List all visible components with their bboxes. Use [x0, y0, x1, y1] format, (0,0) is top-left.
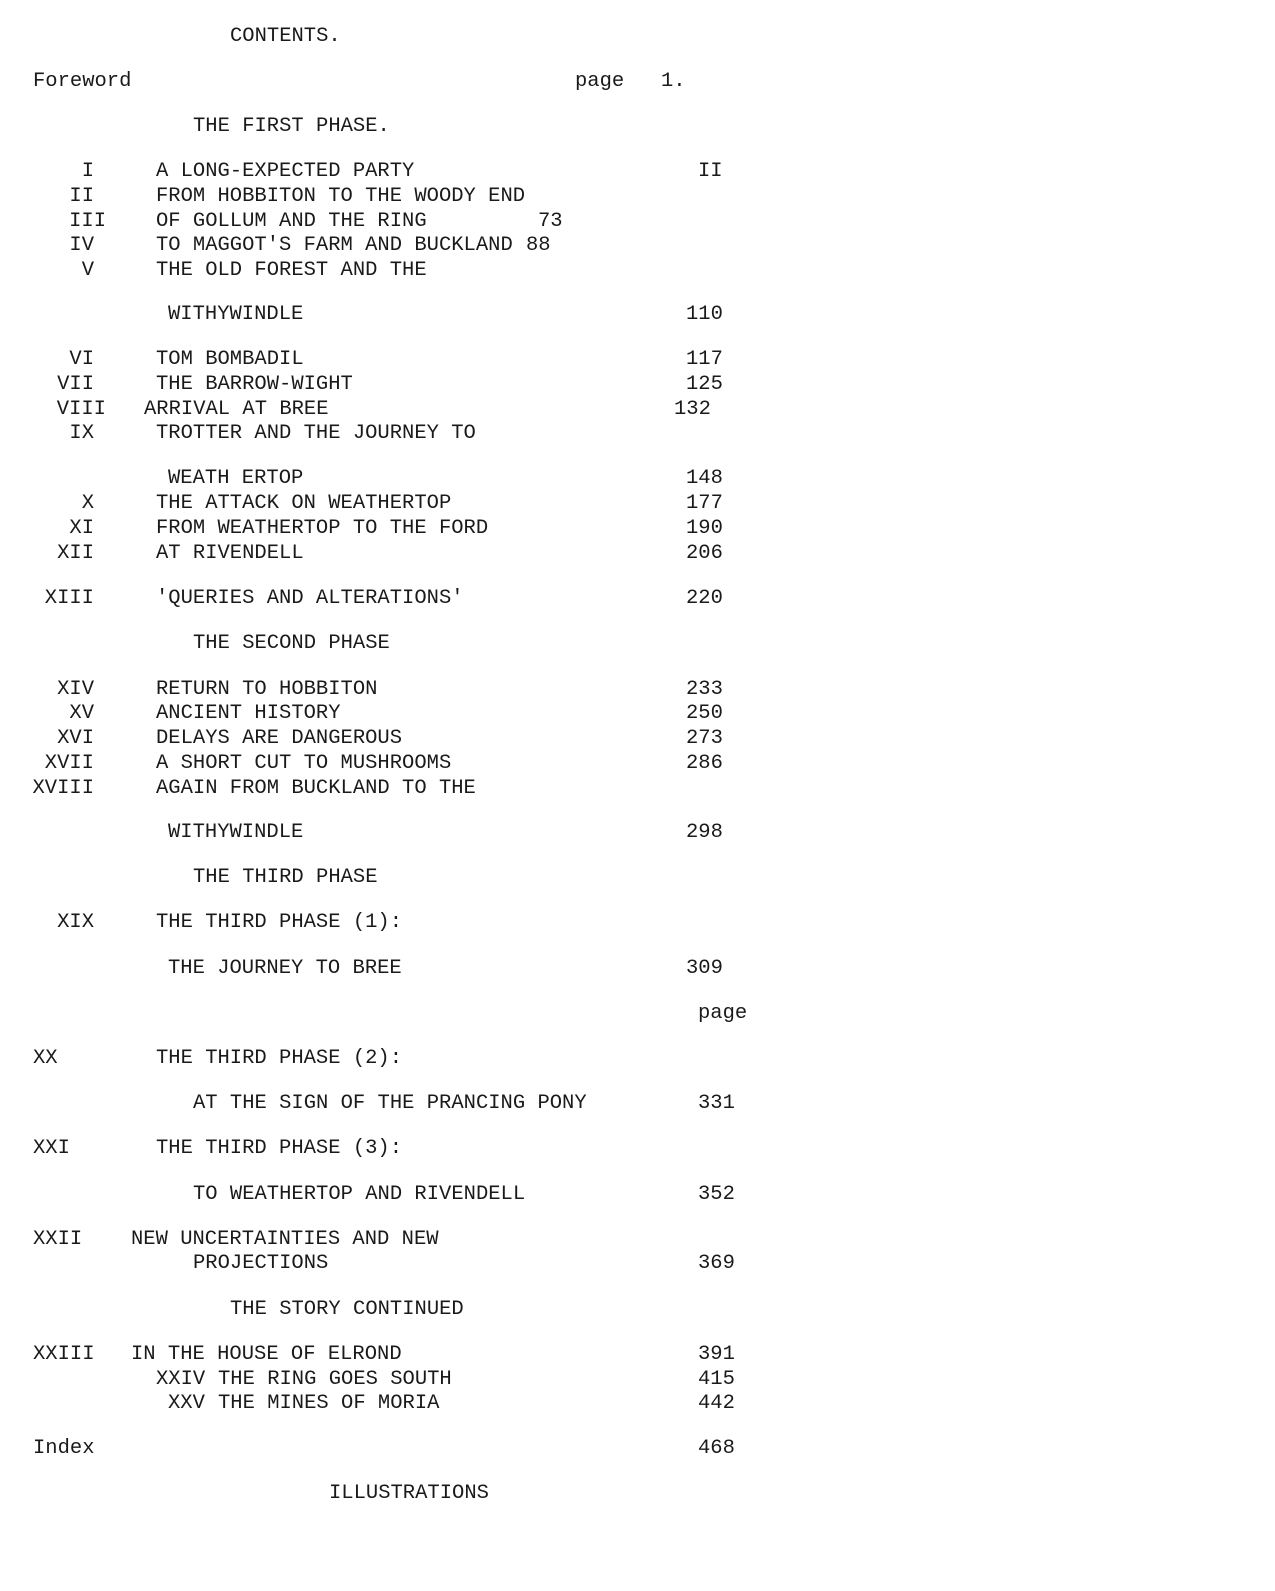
foreword-label: Foreword [33, 70, 132, 93]
chapter-title-continued: AT THE SIGN OF THE PRANCING PONY [193, 1092, 587, 1115]
chapter-title: NEW UNCERTAINTIES AND NEW [131, 1228, 439, 1251]
index-label: Index [33, 1437, 95, 1460]
chapter-page: 331 [698, 1092, 735, 1115]
index-page: 468 [698, 1437, 735, 1460]
chapter-page: 117 [686, 348, 723, 371]
chapter-title-continued: WITHYWINDLE [168, 303, 304, 326]
chapter-title: THE RING GOES SOUTH [218, 1368, 452, 1391]
chapter-page: 190 [686, 517, 723, 540]
chapter-title: THE THIRD PHASE (3): [156, 1137, 403, 1160]
chapter-title-continued: THE JOURNEY TO BREE [168, 957, 402, 980]
foreword-page-number: 1. [661, 70, 686, 93]
page-column-header: page [698, 1002, 748, 1025]
chapter-page: 220 [686, 587, 723, 610]
chapter-page: 125 [686, 373, 723, 396]
chapter-title: THE THIRD PHASE (1): [156, 911, 403, 934]
foreword-page-word: page [575, 70, 625, 93]
chapter-page: 391 [698, 1343, 735, 1366]
chapter-page: 415 [698, 1368, 735, 1391]
section-heading-first-phase: THE FIRST PHASE. [193, 115, 390, 138]
chapter-title: FROM WEATHERTOP TO THE FORD [156, 517, 489, 540]
chapter-title: AGAIN FROM BUCKLAND TO THE [156, 777, 476, 800]
chapter-page: 286 [686, 752, 723, 775]
chapter-title: AT RIVENDELL [156, 542, 304, 565]
chapter-page: 298 [686, 821, 723, 844]
chapter-number: XIX [57, 911, 94, 934]
chapter-page: 88 [526, 234, 551, 257]
chapter-page: 148 [686, 467, 723, 490]
chapter-page: 177 [686, 492, 723, 515]
chapter-number: XVII [44, 752, 94, 775]
chapter-title-continued: WEATH ERTOP [168, 467, 304, 490]
chapter-title: FROM HOBBITON TO THE WOODY END [156, 185, 526, 208]
chapter-title: A LONG-EXPECTED PARTY [156, 160, 415, 183]
chapter-number: II [69, 185, 94, 208]
chapter-number: XXIV [156, 1368, 206, 1391]
chapter-title: A SHORT CUT TO MUSHROOMS [156, 752, 452, 775]
chapter-page: 273 [686, 727, 723, 750]
chapter-page: 442 [698, 1392, 735, 1415]
chapter-number: I [81, 160, 94, 183]
section-heading-story-continued: THE STORY CONTINUED [230, 1298, 464, 1321]
chapter-number: XXII [33, 1228, 83, 1251]
chapter-page: 309 [686, 957, 723, 980]
chapter-title: DELAYS ARE DANGEROUS [156, 727, 403, 750]
chapter-page: 73 [538, 210, 563, 233]
chapter-number: X [81, 492, 94, 515]
section-heading-illustrations: ILLUSTRATIONS [329, 1482, 489, 1505]
chapter-title: ARRIVAL AT BREE [144, 398, 329, 421]
chapter-number: IV [69, 234, 94, 257]
section-heading-second-phase: THE SECOND PHASE [193, 632, 390, 655]
chapter-number: XIII [44, 587, 94, 610]
chapter-page: 352 [698, 1183, 735, 1206]
chapter-title-continued: WITHYWINDLE [168, 821, 304, 844]
chapter-title: THE MINES OF MORIA [218, 1392, 440, 1415]
chapter-title: THE OLD FOREST AND THE [156, 259, 427, 282]
chapter-page: 132 [674, 398, 711, 421]
chapter-page: 206 [686, 542, 723, 565]
page-title: CONTENTS. [230, 25, 341, 48]
chapter-page: 110 [686, 303, 723, 326]
chapter-number: VIII [56, 398, 106, 421]
chapter-number: XI [69, 517, 94, 540]
section-heading-third-phase: THE THIRD PHASE [193, 866, 378, 889]
chapter-title: 'QUERIES AND ALTERATIONS' [156, 587, 464, 610]
chapter-number: XVIII [32, 777, 94, 800]
chapter-number: IX [69, 422, 94, 445]
chapter-page: 369 [698, 1252, 735, 1275]
chapter-number: III [69, 210, 106, 233]
chapter-page: II [698, 160, 723, 183]
chapter-title: ANCIENT HISTORY [156, 702, 341, 725]
chapter-number: VII [57, 373, 94, 396]
chapter-number: XX [33, 1047, 58, 1070]
chapter-title-continued: TO WEATHERTOP AND RIVENDELL [193, 1183, 526, 1206]
chapter-page: 233 [686, 678, 723, 701]
chapter-title: OF GOLLUM AND THE RING [156, 210, 427, 233]
chapter-number: XVI [57, 727, 94, 750]
chapter-title-continued: PROJECTIONS [193, 1252, 329, 1275]
chapter-number: XXIII [33, 1343, 95, 1366]
chapter-number: VI [69, 348, 94, 371]
chapter-number: XIV [57, 678, 94, 701]
chapter-title: TOM BOMBADIL [156, 348, 304, 371]
chapter-number: XXV [168, 1392, 205, 1415]
chapter-number: V [81, 259, 94, 282]
chapter-page: 250 [686, 702, 723, 725]
chapter-title: THE BARROW-WIGHT [156, 373, 353, 396]
chapter-number: XII [57, 542, 94, 565]
chapter-title: TO MAGGOT'S FARM AND BUCKLAND [156, 234, 513, 257]
chapter-title: THE ATTACK ON WEATHERTOP [156, 492, 452, 515]
chapter-title: RETURN TO HOBBITON [156, 678, 378, 701]
chapter-title: IN THE HOUSE OF ELROND [131, 1343, 402, 1366]
chapter-title: THE THIRD PHASE (2): [156, 1047, 403, 1070]
chapter-number: XV [69, 702, 94, 725]
chapter-title: TROTTER AND THE JOURNEY TO [156, 422, 476, 445]
chapter-number: XXI [33, 1137, 70, 1160]
